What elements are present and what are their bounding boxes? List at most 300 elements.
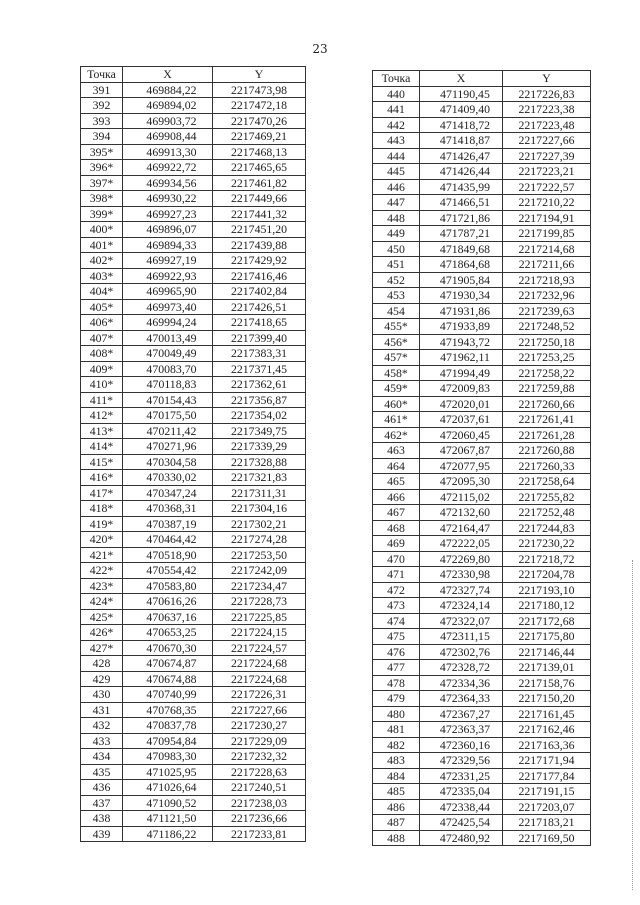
cell-point: 416*	[81, 470, 123, 486]
cell-y: 2217223,21	[503, 164, 591, 180]
column-header-point: Точка	[81, 67, 123, 83]
cell-point: 462*	[373, 427, 420, 443]
cell-point: 409*	[81, 361, 123, 377]
table-row	[373, 303, 591, 319]
table-row	[373, 458, 591, 474]
cell-y: 2217253,25	[503, 350, 591, 366]
cell-point: 430	[81, 687, 123, 703]
table-row	[373, 768, 591, 784]
cell-y: 2217230,22	[503, 536, 591, 552]
cell-x: 472269,80	[420, 551, 503, 567]
cell-y: 2217169,50	[503, 830, 591, 846]
cell-y: 2217252,48	[503, 505, 591, 521]
table-row	[81, 749, 306, 765]
cell-x: 469927,19	[123, 253, 213, 269]
cell-y: 2217227,66	[503, 133, 591, 149]
cell-x: 469927,23	[123, 206, 213, 222]
table-row	[81, 377, 306, 393]
table-row	[373, 489, 591, 505]
column-header-y: Y	[503, 71, 591, 87]
cell-point: 437	[81, 795, 123, 811]
cell-x: 472335,04	[420, 784, 503, 800]
cell-point: 467	[373, 505, 420, 521]
cell-point: 474	[373, 613, 420, 629]
cell-x: 472324,14	[420, 598, 503, 614]
cell-point: 472	[373, 582, 420, 598]
cell-point: 480	[373, 706, 420, 722]
cell-x: 469908,44	[123, 129, 213, 145]
table-row	[373, 396, 591, 412]
cell-point: 435	[81, 764, 123, 780]
cell-point: 429	[81, 671, 123, 687]
cell-y: 2217163,36	[503, 737, 591, 753]
cell-x: 470768,35	[123, 702, 213, 718]
cell-point: 443	[373, 133, 420, 149]
table-row	[81, 687, 306, 703]
table-row	[373, 505, 591, 521]
cell-x: 472020,01	[420, 396, 503, 412]
cell-x: 472329,56	[420, 753, 503, 769]
cell-point: 448	[373, 210, 420, 226]
cell-point: 421*	[81, 547, 123, 563]
cell-x: 470049,49	[123, 346, 213, 362]
table-row	[373, 148, 591, 164]
cell-x: 470304,58	[123, 454, 213, 470]
cell-point: 484	[373, 768, 420, 784]
cell-y: 2217194,91	[503, 210, 591, 226]
table-row	[81, 764, 306, 780]
cell-point: 415*	[81, 454, 123, 470]
table-row	[81, 485, 306, 501]
cell-x: 469922,93	[123, 268, 213, 284]
cell-y: 2217449,66	[213, 191, 306, 207]
cell-point: 397*	[81, 175, 123, 191]
table-row	[373, 567, 591, 583]
cell-y: 2217222,57	[503, 179, 591, 195]
cell-y: 2217224,68	[213, 656, 306, 672]
cell-point: 428	[81, 656, 123, 672]
cell-x: 470211,42	[123, 423, 213, 439]
table-row	[373, 753, 591, 769]
cell-x: 472009,83	[420, 381, 503, 397]
table-row	[81, 284, 306, 300]
cell-point: 483	[373, 753, 420, 769]
cell-x: 469973,40	[123, 299, 213, 315]
cell-x: 472334,36	[420, 675, 503, 691]
cell-x: 472327,74	[420, 582, 503, 598]
cell-x: 471962,11	[420, 350, 503, 366]
cell-x: 471026,64	[123, 780, 213, 796]
cell-point: 398*	[81, 191, 123, 207]
cell-x: 471418,72	[420, 117, 503, 133]
table-row	[81, 454, 306, 470]
cell-x: 471994,49	[420, 365, 503, 381]
cell-y: 2217238,03	[213, 795, 306, 811]
table-row	[373, 784, 591, 800]
cell-y: 2217354,02	[213, 408, 306, 424]
cell-x: 472302,76	[420, 644, 503, 660]
cell-point: 406*	[81, 315, 123, 331]
table-row	[81, 656, 306, 672]
cell-x: 470387,19	[123, 516, 213, 532]
cell-point: 466	[373, 489, 420, 505]
page-number: 23	[312, 42, 328, 56]
cell-y: 2217228,63	[213, 764, 306, 780]
cell-point: 431	[81, 702, 123, 718]
margin-scan-mark	[632, 560, 634, 890]
cell-x: 470740,99	[123, 687, 213, 703]
cell-point: 413*	[81, 423, 123, 439]
table-row	[373, 520, 591, 536]
cell-y: 2217349,75	[213, 423, 306, 439]
cell-y: 2217274,28	[213, 532, 306, 548]
cell-point: 419*	[81, 516, 123, 532]
cell-point: 470	[373, 551, 420, 567]
table-row	[81, 795, 306, 811]
table-row	[81, 594, 306, 610]
cell-x: 469884,22	[123, 82, 213, 98]
cell-y: 2217224,15	[213, 625, 306, 641]
cell-point: 456*	[373, 334, 420, 350]
cell-point: 475	[373, 629, 420, 645]
cell-y: 2217229,09	[213, 733, 306, 749]
cell-x: 469922,72	[123, 160, 213, 176]
cell-y: 2217383,31	[213, 346, 306, 362]
cell-point: 439	[81, 826, 123, 842]
table-row	[373, 272, 591, 288]
cell-point: 453	[373, 288, 420, 304]
cell-point: 464	[373, 458, 420, 474]
cell-point: 465	[373, 474, 420, 490]
cell-y: 2217261,28	[503, 427, 591, 443]
cell-x: 472037,61	[420, 412, 503, 428]
cell-x: 470271,96	[123, 439, 213, 455]
table-header-row	[373, 71, 591, 87]
cell-x: 471190,45	[420, 86, 503, 102]
table-row	[373, 474, 591, 490]
table-row	[81, 268, 306, 284]
cell-point: 407*	[81, 330, 123, 346]
table-row	[81, 113, 306, 129]
cell-x: 470554,42	[123, 563, 213, 579]
cell-x: 470637,16	[123, 609, 213, 625]
table-row	[373, 629, 591, 645]
table-row	[81, 330, 306, 346]
cell-y: 2217162,46	[503, 722, 591, 738]
table-row	[373, 257, 591, 273]
cell-x: 471943,72	[420, 334, 503, 350]
cell-point: 485	[373, 784, 420, 800]
cell-x: 472095,30	[420, 474, 503, 490]
table-row	[81, 547, 306, 563]
table-row	[81, 175, 306, 191]
table-row	[81, 826, 306, 842]
cell-point: 452	[373, 272, 420, 288]
table-row	[373, 412, 591, 428]
table-row	[373, 551, 591, 567]
table-row	[373, 350, 591, 366]
table-row	[373, 582, 591, 598]
cell-point: 400*	[81, 222, 123, 238]
cell-x: 469934,56	[123, 175, 213, 191]
cell-point: 393	[81, 113, 123, 129]
cell-x: 471409,40	[420, 102, 503, 118]
cell-x: 470347,24	[123, 485, 213, 501]
table-row	[373, 179, 591, 195]
table-row	[373, 830, 591, 846]
cell-x: 472364,33	[420, 691, 503, 707]
cell-y: 2217441,32	[213, 206, 306, 222]
cell-point: 460*	[373, 396, 420, 412]
cell-point: 477	[373, 660, 420, 676]
cell-x: 471435,99	[420, 179, 503, 195]
cell-y: 2217193,10	[503, 582, 591, 598]
cell-y: 2217362,61	[213, 377, 306, 393]
cell-x: 472164,47	[420, 520, 503, 536]
cell-point: 422*	[81, 563, 123, 579]
cell-y: 2217371,45	[213, 361, 306, 377]
cell-y: 2217239,63	[503, 303, 591, 319]
cell-point: 401*	[81, 237, 123, 253]
table-row	[81, 299, 306, 315]
cell-x: 472115,02	[420, 489, 503, 505]
cell-point: 417*	[81, 485, 123, 501]
cell-point: 455*	[373, 319, 420, 335]
cell-x: 471864,68	[420, 257, 503, 273]
cell-y: 2217339,29	[213, 439, 306, 455]
table-row	[373, 644, 591, 660]
cell-x: 472363,37	[420, 722, 503, 738]
cell-x: 472060,45	[420, 427, 503, 443]
table-row	[81, 206, 306, 222]
table-row	[373, 334, 591, 350]
cell-y: 2217224,68	[213, 671, 306, 687]
cell-x: 471426,44	[420, 164, 503, 180]
cell-y: 2217468,13	[213, 144, 306, 160]
cell-y: 2217242,09	[213, 563, 306, 579]
cell-x: 472132,60	[420, 505, 503, 521]
column-header-x: X	[123, 67, 213, 83]
cell-y: 2217429,92	[213, 253, 306, 269]
cell-y: 2217214,68	[503, 241, 591, 257]
cell-point: 476	[373, 644, 420, 660]
table-row	[81, 609, 306, 625]
cell-point: 451	[373, 257, 420, 273]
cell-point: 427*	[81, 640, 123, 656]
cell-x: 469994,24	[123, 315, 213, 331]
table-row	[81, 160, 306, 176]
cell-point: 445	[373, 164, 420, 180]
cell-point: 411*	[81, 392, 123, 408]
cell-point: 433	[81, 733, 123, 749]
cell-y: 2217248,52	[503, 319, 591, 335]
table-row	[81, 780, 306, 796]
table-row	[373, 319, 591, 335]
cell-x: 470583,80	[123, 578, 213, 594]
cell-x: 470330,02	[123, 470, 213, 486]
cell-y: 2217439,88	[213, 237, 306, 253]
cell-x: 472338,44	[420, 799, 503, 815]
cell-y: 2217218,72	[503, 551, 591, 567]
cell-y: 2217258,22	[503, 365, 591, 381]
cell-point: 463	[373, 443, 420, 459]
cell-y: 2217253,50	[213, 547, 306, 563]
cell-y: 2217250,18	[503, 334, 591, 350]
cell-point: 479	[373, 691, 420, 707]
table-row	[81, 237, 306, 253]
cell-y: 2217461,82	[213, 175, 306, 191]
cell-y: 2217259,88	[503, 381, 591, 397]
cell-point: 391	[81, 82, 123, 98]
cell-x: 469965,90	[123, 284, 213, 300]
cell-y: 2217473,98	[213, 82, 306, 98]
cell-y: 2217321,83	[213, 470, 306, 486]
table-row	[373, 675, 591, 691]
cell-point: 459*	[373, 381, 420, 397]
cell-point: 432	[81, 718, 123, 734]
cell-y: 2217199,85	[503, 226, 591, 242]
cell-x: 470674,88	[123, 671, 213, 687]
cell-x: 470518,90	[123, 547, 213, 563]
cell-y: 2217228,73	[213, 594, 306, 610]
cell-x: 472067,87	[420, 443, 503, 459]
table-row	[81, 578, 306, 594]
cell-x: 470083,70	[123, 361, 213, 377]
table-row	[373, 164, 591, 180]
cell-y: 2217304,16	[213, 501, 306, 517]
cell-point: 414*	[81, 439, 123, 455]
coordinates-table-left	[80, 66, 306, 842]
cell-y: 2217210,22	[503, 195, 591, 211]
cell-x: 472331,25	[420, 768, 503, 784]
cell-y: 2217356,87	[213, 392, 306, 408]
cell-point: 444	[373, 148, 420, 164]
cell-y: 2217260,33	[503, 458, 591, 474]
cell-point: 468	[373, 520, 420, 536]
table-row	[373, 102, 591, 118]
table-row	[81, 640, 306, 656]
cell-y: 2217232,96	[503, 288, 591, 304]
cell-y: 2217171,94	[503, 753, 591, 769]
cell-x: 470013,49	[123, 330, 213, 346]
cell-x: 469930,22	[123, 191, 213, 207]
cell-y: 2217311,31	[213, 485, 306, 501]
table-row	[373, 241, 591, 257]
cell-y: 2217302,21	[213, 516, 306, 532]
cell-x: 471466,51	[420, 195, 503, 211]
cell-point: 405*	[81, 299, 123, 315]
cell-x: 472222,05	[420, 536, 503, 552]
cell-point: 440	[373, 86, 420, 102]
cell-y: 2217158,76	[503, 675, 591, 691]
cell-y: 2217203,07	[503, 799, 591, 815]
table-row	[81, 733, 306, 749]
cell-x: 470674,87	[123, 656, 213, 672]
cell-x: 471186,22	[123, 826, 213, 842]
cell-point: 446	[373, 179, 420, 195]
cell-y: 2217230,27	[213, 718, 306, 734]
cell-point: 434	[81, 749, 123, 765]
cell-y: 2217258,64	[503, 474, 591, 490]
table-row	[373, 737, 591, 753]
cell-y: 2217465,65	[213, 160, 306, 176]
cell-point: 423*	[81, 578, 123, 594]
table-row	[81, 315, 306, 331]
table-row	[373, 288, 591, 304]
cell-y: 2217469,21	[213, 129, 306, 145]
cell-point: 441	[373, 102, 420, 118]
cell-x: 470837,78	[123, 718, 213, 734]
table-row	[373, 613, 591, 629]
cell-y: 2217244,83	[503, 520, 591, 536]
cell-y: 2217223,48	[503, 117, 591, 133]
cell-point: 473	[373, 598, 420, 614]
cell-x: 472425,54	[420, 815, 503, 831]
cell-x: 471787,21	[420, 226, 503, 242]
cell-x: 472480,92	[420, 830, 503, 846]
cell-x: 470118,83	[123, 377, 213, 393]
cell-y: 2217218,93	[503, 272, 591, 288]
cell-y: 2217177,84	[503, 768, 591, 784]
cell-y: 2217139,01	[503, 660, 591, 676]
cell-y: 2217172,68	[503, 613, 591, 629]
cell-x: 472077,95	[420, 458, 503, 474]
cell-point: 399*	[81, 206, 123, 222]
cell-point: 487	[373, 815, 420, 831]
cell-x: 470670,30	[123, 640, 213, 656]
cell-y: 2217191,15	[503, 784, 591, 800]
table-row	[81, 470, 306, 486]
cell-point: 426*	[81, 625, 123, 641]
table-row	[81, 129, 306, 145]
cell-y: 2217260,88	[503, 443, 591, 459]
table-row	[373, 706, 591, 722]
table-row	[373, 117, 591, 133]
cell-y: 2217418,65	[213, 315, 306, 331]
cell-y: 2217227,66	[213, 702, 306, 718]
cell-point: 447	[373, 195, 420, 211]
cell-x: 470954,84	[123, 733, 213, 749]
cell-x: 469896,07	[123, 222, 213, 238]
cell-x: 471849,68	[420, 241, 503, 257]
cell-point: 458*	[373, 365, 420, 381]
column-header-y: Y	[213, 67, 306, 83]
cell-y: 2217236,66	[213, 811, 306, 827]
table-row	[81, 423, 306, 439]
cell-x: 471905,84	[420, 272, 503, 288]
cell-point: 402*	[81, 253, 123, 269]
table-row	[373, 691, 591, 707]
table-row	[373, 536, 591, 552]
table-row	[81, 191, 306, 207]
cell-x: 469913,30	[123, 144, 213, 160]
table-row	[373, 660, 591, 676]
column-header-x: X	[420, 71, 503, 87]
cell-x: 470983,30	[123, 749, 213, 765]
cell-x: 469903,72	[123, 113, 213, 129]
cell-x: 470175,50	[123, 408, 213, 424]
cell-point: 420*	[81, 532, 123, 548]
table-row	[373, 815, 591, 831]
table-row	[81, 532, 306, 548]
table-row	[81, 144, 306, 160]
cell-y: 2217175,80	[503, 629, 591, 645]
cell-y: 2217402,84	[213, 284, 306, 300]
cell-y: 2217426,51	[213, 299, 306, 315]
cell-point: 410*	[81, 377, 123, 393]
cell-x: 472322,07	[420, 613, 503, 629]
cell-x: 470653,25	[123, 625, 213, 641]
